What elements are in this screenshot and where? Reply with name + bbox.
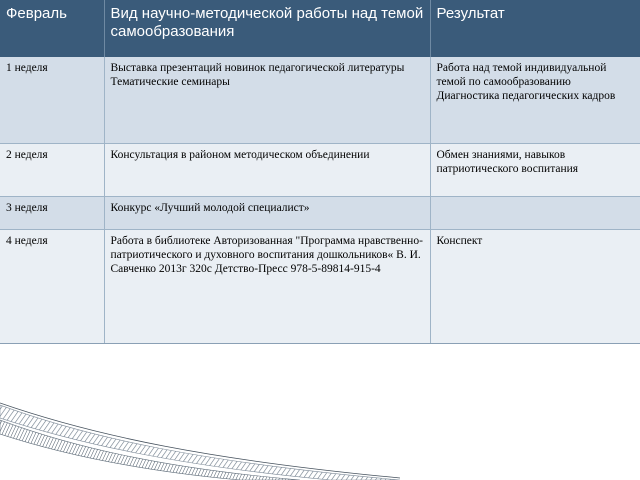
work-line: Конкурс «Лучший молодой специалист» bbox=[110, 201, 310, 214]
work-line: Консультация в районом методическом объединении bbox=[110, 148, 370, 161]
table-row-week-1 bbox=[0, 57, 640, 143]
header-row bbox=[0, 0, 640, 57]
work-cell bbox=[104, 196, 430, 229]
result-line: Обмен знаниями, навыков патриотического воспитания bbox=[436, 148, 579, 175]
header-work-type: Вид научно-методической работы над темой самообразования bbox=[104, 0, 430, 57]
result-cell bbox=[430, 196, 640, 229]
work-line: Тематические семинары bbox=[110, 76, 230, 88]
week-cell: 2 неделя bbox=[0, 143, 104, 196]
work-line: Работа в библиотеке Авторизованная "Программа нравственно-патриотического и духовного воспитания дошкольников« В. И. Савченко 2013г 320с Детство-Пресс 978-5-89814-915-4 bbox=[110, 234, 423, 275]
header-result: Результат bbox=[430, 0, 640, 57]
week-cell: 1 неделя bbox=[0, 57, 104, 143]
decorative-swoosh bbox=[0, 360, 400, 480]
table-header bbox=[0, 0, 640, 57]
work-cell bbox=[104, 57, 430, 143]
result-cell bbox=[430, 229, 640, 343]
header-month: Февраль bbox=[0, 0, 104, 57]
table-body bbox=[0, 57, 640, 343]
work-cell bbox=[104, 143, 430, 196]
result-cell bbox=[430, 57, 640, 143]
table-row-week-4 bbox=[0, 229, 640, 343]
result-line: Работа над темой индивидуальной темой по самообразованию bbox=[436, 62, 607, 88]
result-line: Конспект bbox=[436, 234, 483, 247]
work-cell bbox=[104, 229, 430, 343]
table-row-week-2 bbox=[0, 143, 640, 196]
work-line: Выставка презентаций новинок педагогической литературы bbox=[110, 62, 405, 74]
week-cell: 3 неделя bbox=[0, 196, 104, 229]
table-row-week-3 bbox=[0, 196, 640, 229]
result-line: Диагностика педагогических кадров bbox=[436, 90, 616, 102]
result-cell bbox=[430, 143, 640, 196]
week-cell: 4 неделя bbox=[0, 229, 104, 343]
